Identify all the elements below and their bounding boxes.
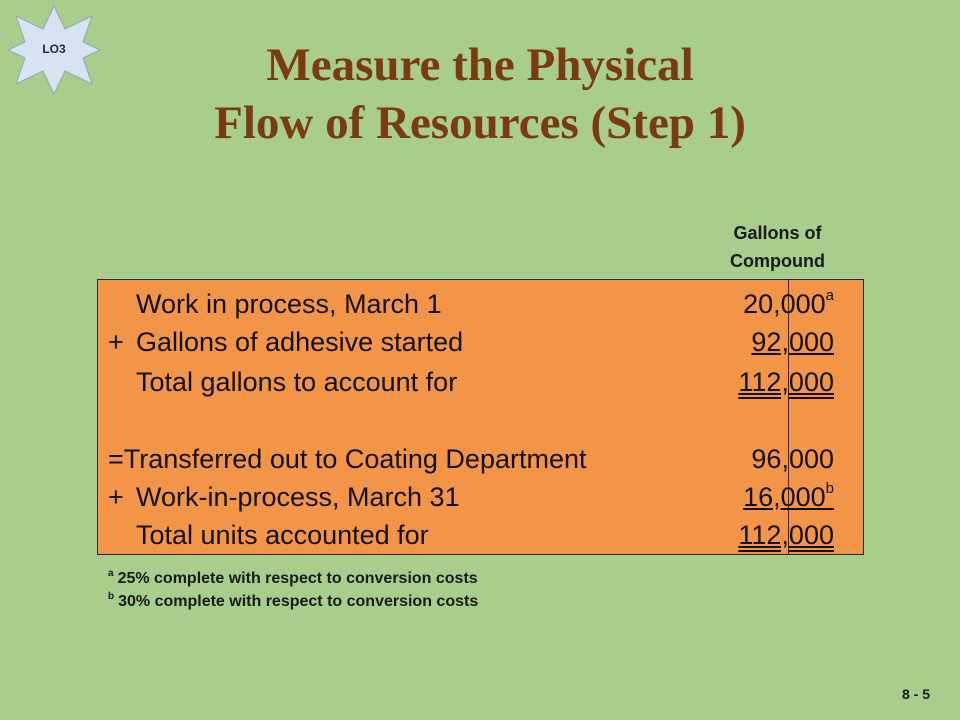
footnote-mark: a	[108, 568, 114, 579]
row-amount: 16,000$^b$	[743, 480, 834, 512]
footnote: $^a$ 25% complete with respect to conversion costs	[108, 568, 478, 587]
row-label: Work in process, March 1	[136, 289, 442, 319]
footnote: $^b$ 30% complete with respect to conversion costs	[108, 591, 479, 610]
title-line-2: Flow of Resources (Step 1)	[214, 97, 746, 149]
row-label: =Transferred out to Coating Department	[108, 444, 587, 474]
row-operator: +	[108, 482, 124, 512]
footnote-mark: b	[825, 480, 834, 497]
column-header-line-2: Compound	[730, 251, 825, 271]
row-amount: 112,000	[738, 520, 834, 550]
page-title	[0, 36, 960, 152]
row-amount: 92,000	[751, 327, 834, 357]
page-number: 8 - 5	[901, 686, 930, 702]
footnotes	[108, 567, 478, 613]
row-label: Work-in-process, March 31	[136, 482, 460, 512]
row-amount: 96,000	[751, 444, 834, 474]
table-row	[98, 363, 863, 401]
table-row	[98, 440, 863, 478]
row-label: Total gallons to account for	[136, 367, 458, 397]
table-row	[98, 323, 863, 361]
column-header-line-1: Gallons of	[733, 223, 822, 243]
badge-label: LO3	[42, 42, 66, 56]
table-row	[98, 478, 863, 516]
column-header	[700, 219, 855, 275]
row-operator: +	[108, 327, 124, 357]
row-amount: 20,000$^a$	[743, 287, 834, 319]
row-label: Total units accounted for	[136, 520, 429, 550]
footnote-mark: a	[825, 287, 834, 304]
physical-flow-table	[97, 279, 864, 555]
row-amount: 112,000	[738, 367, 834, 397]
footnote-mark: b	[108, 591, 115, 602]
table-row	[98, 285, 863, 323]
table-row	[98, 516, 863, 554]
title-line-1: Measure the Physical	[266, 39, 694, 91]
row-label: Gallons of adhesive started	[136, 327, 464, 357]
